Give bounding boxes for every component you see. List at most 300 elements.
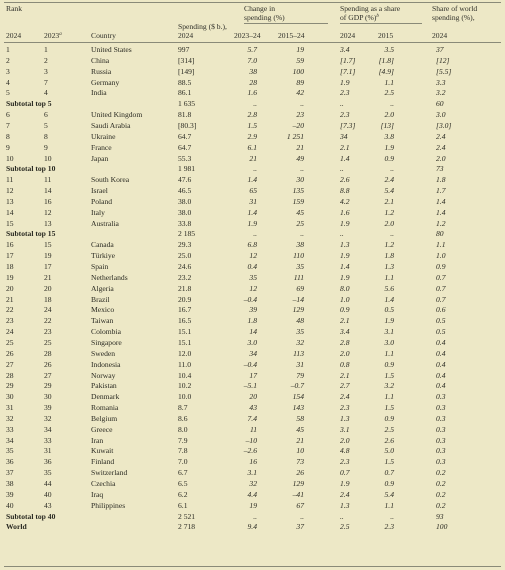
world-share-cell: 0.3 [436, 457, 446, 467]
gdp-2015-cell: .. [390, 99, 394, 109]
gdp-2024-cell: 34 [340, 131, 348, 141]
world-share-cell: 0.7 [436, 294, 446, 304]
spending-cell: 55.3 [178, 153, 192, 163]
gdp-2015-cell: 2.0 [384, 218, 394, 228]
gdp-2015-cell: 1.2 [384, 240, 394, 250]
change-2015-24-cell: 19 [296, 45, 304, 54]
rank-2023-cell: 28 [44, 348, 52, 358]
world-share-cell: 60 [436, 99, 444, 109]
rank-2023-cell: 1 [44, 45, 48, 54]
spending-cell: 16.7 [178, 305, 192, 315]
rank-2023-cell: 14 [44, 186, 52, 196]
world-share-cell: 0.3 [436, 424, 446, 434]
country-cell: Canada [91, 240, 114, 250]
gdp-2024-cell: [7.1] [340, 66, 356, 76]
change-2015-24-cell: 45 [296, 207, 304, 217]
change-2015-24-cell: 73 [296, 457, 304, 467]
gdp-2024-cell: 4.2 [340, 196, 350, 206]
world-share-cell: 1.7 [436, 186, 446, 196]
gdp-2024-cell: 0.9 [340, 305, 350, 315]
spending-cell: 12.0 [178, 348, 192, 358]
gdp-2024-cell: 3.4 [340, 45, 350, 54]
spending-cell: 64.7 [178, 131, 192, 141]
change-header-line2: spending (%) [244, 13, 285, 22]
world-share-cell: 3.2 [436, 88, 446, 98]
spending-cell: 47.6 [178, 175, 192, 185]
world-share-cell: 0.5 [436, 327, 446, 337]
gdp-2024-cell: .. [340, 164, 344, 174]
change-2015-24-cell: 154 [292, 392, 304, 402]
table-row [0, 284, 505, 294]
rank-2024-cell: 15 [6, 218, 14, 228]
spending-cell: 6.2 [178, 489, 188, 499]
gdp-2015-cell: 3.0 [384, 337, 394, 347]
world-share-cell: [3.0] [436, 120, 452, 130]
world-share-cell: 0.4 [436, 337, 446, 347]
row-label: Subtotal top 10 [6, 164, 56, 174]
rank-2024-cell: 22 [6, 305, 14, 315]
change-2015-24-cell: 26 [296, 468, 304, 478]
world-share-cell: 1.8 [436, 175, 446, 185]
rank-2024-cell: 30 [6, 392, 14, 402]
rank-2023-header [44, 31, 62, 40]
gdp-2024-cell: 1.9 [340, 479, 350, 488]
gdp-2015-cell: 3.5 [384, 45, 394, 54]
rank-2024-cell: 21 [6, 294, 14, 304]
change-2023-24-cell: 12 [249, 251, 257, 261]
rank-2023-cell: 9 [44, 142, 48, 152]
subtotal-row [0, 164, 505, 174]
country-cell: France [91, 142, 112, 152]
table-row [0, 110, 505, 120]
world-share-cell: 1.4 [436, 207, 446, 217]
rank-2024-cell: 5 [6, 88, 10, 98]
gdp-2015-cell: 3.1 [384, 327, 394, 337]
rank-2024-cell: 35 [6, 446, 14, 456]
rank-2023-cell: 25 [44, 337, 52, 347]
country-cell: Brazil [91, 294, 110, 304]
bottom-rule [4, 566, 501, 567]
subtotal-row [0, 229, 505, 239]
gdp-2024-cell: 1.0 [340, 294, 350, 304]
world-share-cell: 0.2 [436, 479, 446, 488]
country-cell: Iraq [91, 489, 104, 499]
spending-cell: 7.8 [178, 446, 188, 456]
spending-cell: 2 718 [178, 522, 196, 532]
change-2023-24-cell: 11 [249, 424, 257, 434]
gdp-2024-cell: .. [340, 511, 344, 521]
gdp-2015-cell: 1.5 [384, 457, 394, 467]
rank-2023-footnote: a [59, 32, 62, 37]
rank-2023-cell: 36 [44, 457, 52, 467]
gdp-2015-cell: .. [390, 164, 394, 174]
country-cell: Denmark [91, 392, 120, 402]
rank-2023-cell: 29 [44, 381, 52, 391]
rank-2024-cell: 9 [6, 142, 10, 152]
gdp-2015-cell: 1.5 [384, 370, 394, 380]
gdp-2024-cell: 2.0 [340, 435, 350, 445]
table-row [0, 305, 505, 315]
country-cell: Iran [91, 435, 104, 445]
rank-2023-cell: 19 [44, 251, 52, 261]
world-share-cell: 0.9 [436, 262, 446, 271]
subtotal-row [0, 99, 505, 109]
world-share-cell: [5.5] [436, 66, 452, 76]
table-row [0, 240, 505, 250]
gdp-2015-cell: 0.9 [384, 153, 394, 163]
table-row [0, 338, 505, 348]
spending-header-line2: 2024 [178, 31, 194, 40]
gdp-2024-cell: [7.3] [340, 120, 356, 130]
rank-2023-cell: 32 [44, 413, 52, 423]
world-share-cell: 0.6 [436, 305, 446, 315]
country-cell: Taiwan [91, 316, 114, 326]
spending-cell: 7.9 [178, 435, 188, 445]
change-2023-24-cell: 20 [249, 392, 257, 402]
country-cell: Türkiye [91, 251, 116, 261]
change-2023-24-cell: 12 [249, 283, 257, 293]
world-share-cell: 0.4 [436, 348, 446, 358]
country-cell: Switzerland [91, 468, 128, 478]
gdp-2015-cell: 1.9 [384, 142, 394, 152]
gdp-2024-cell: 0.8 [340, 359, 350, 369]
gdp-2024-cell: 1.9 [340, 251, 350, 261]
gdp-2015-cell: 1.3 [384, 262, 394, 271]
gdp-2024-cell: 2.0 [340, 348, 350, 358]
table-row [0, 468, 505, 478]
country-cell: United States [91, 45, 132, 54]
gdp-2024-cell: 1.4 [340, 153, 350, 163]
change-2023-24-cell: 34 [249, 348, 257, 358]
world-share-cell: 2.4 [436, 131, 446, 141]
change-2015-24-cell: –14 [292, 294, 304, 304]
gdp-span-rule [340, 23, 422, 24]
rank-2023-cell: 21 [44, 272, 52, 282]
change-2023-24-cell: 14 [249, 327, 257, 337]
spending-cell: 21.8 [178, 283, 192, 293]
world-share-cell: 0.4 [436, 370, 446, 380]
change-2015-24-cell: .. [300, 511, 304, 521]
spending-header-line1: Spending ($ b.), [178, 22, 227, 31]
gdp-2015-cell: 5.0 [384, 446, 394, 456]
gdp-2024-cell: 2.6 [340, 175, 350, 185]
change-2023-24-cell: 3.0 [247, 337, 257, 347]
rank-2024-cell: 37 [6, 468, 14, 478]
change-2023-24-cell: –2.6 [243, 446, 257, 456]
world-share-cell: 0.3 [436, 403, 446, 413]
row-label: Subtotal top 15 [6, 229, 56, 239]
gdp-2024-cell: [1.7] [340, 55, 356, 65]
rank-2023-cell: 26 [44, 359, 52, 369]
gdp-2024-cell: 2.1 [340, 142, 350, 152]
gdp-2015-cell: 5.4 [384, 489, 394, 499]
rank-2023-cell: 4 [44, 88, 48, 98]
table-row [0, 67, 505, 77]
country-cell: Indonesia [91, 359, 121, 369]
world-share-cell: 3.0 [436, 110, 446, 120]
gdp-2015-cell: .. [390, 511, 394, 521]
country-cell: Kuwait [91, 446, 114, 456]
change-2023-24-cell: 7.4 [247, 413, 257, 423]
gdp-2024-cell: 3.4 [340, 327, 350, 337]
country-cell: Germany [91, 77, 120, 87]
gdp-2015-cell: 2.5 [384, 424, 394, 434]
gdp-2024-cell: 1.3 [340, 240, 350, 250]
table-row [0, 121, 505, 131]
world-share-cell: 0.3 [436, 446, 446, 456]
spending-cell: 8.0 [178, 424, 188, 434]
table-row [0, 186, 505, 196]
country-cell: Pakistan [91, 381, 117, 391]
change-2015-24-cell: 48 [296, 316, 304, 326]
rank-2024-cell: 34 [6, 435, 14, 445]
rank-2024-cell: 20 [6, 283, 14, 293]
country-cell: Greece [91, 424, 113, 434]
world-share-header-line2: spending (%), [432, 13, 475, 22]
rank-2024-cell: 31 [6, 403, 14, 413]
gdp-2015-cell: 1.1 [384, 77, 394, 87]
gdp-2024-cell: 3.1 [340, 424, 350, 434]
country-cell: Colombia [91, 327, 121, 337]
rank-2024-cell: 38 [6, 479, 14, 488]
spending-cell: 10.0 [178, 392, 192, 402]
spending-cell: 10.2 [178, 381, 192, 391]
change-2015-24-cell: 32 [296, 337, 304, 347]
rank-2023-cell: 5 [44, 120, 48, 130]
rank-2024-cell: 18 [6, 262, 14, 271]
change-2015-24-cell: 89 [296, 77, 304, 87]
change-2015-24-cell: 38 [296, 240, 304, 250]
change-2023-24-cell: 2.8 [247, 110, 257, 120]
rank-2023-cell: 11 [44, 175, 52, 185]
country-cell: Netherlands [91, 272, 128, 282]
change-2023-24-cell: 1.4 [247, 207, 257, 217]
rank-2023-cell: 17 [44, 262, 52, 271]
world-share-cell: 1.4 [436, 196, 446, 206]
table-row [0, 295, 505, 305]
change-2015-24-cell: 113 [293, 348, 304, 358]
spending-cell: 20.9 [178, 294, 192, 304]
change-2015-24-cell: 49 [296, 153, 304, 163]
change-2015-24-cell: 35 [296, 262, 304, 271]
gdp-2024-cell: 1.3 [340, 500, 350, 510]
change-col2-header: 2015–24 [278, 31, 305, 40]
spending-cell: 38.0 [178, 207, 192, 217]
gdp-2015-cell: 2.3 [384, 522, 394, 532]
gdp-2024-cell: 2.1 [340, 316, 350, 326]
change-2023-24-cell: 6.1 [247, 142, 257, 152]
world-share-cell: 2.4 [436, 142, 446, 152]
row-label: Subtotal top 40 [6, 511, 56, 521]
country-cell: Philippines [91, 500, 126, 510]
gdp-2024-cell: 2.4 [340, 489, 350, 499]
rank-2023-cell: 20 [44, 283, 52, 293]
change-2015-24-cell: 25 [296, 218, 304, 228]
rank-2023-cell: 35 [44, 468, 52, 478]
world-share-header-line1: Share of world [432, 4, 478, 13]
gdp-2015-cell: 2.6 [384, 435, 394, 445]
change-2023-24-cell: 28 [249, 77, 257, 87]
world-share-cell: [12] [436, 55, 450, 65]
table-row [0, 197, 505, 207]
rank-2024-cell: 14 [6, 207, 14, 217]
spending-cell: 15.1 [178, 327, 192, 337]
gdp-2015-cell: 1.1 [384, 500, 394, 510]
country-cell: Australia [91, 218, 119, 228]
change-2023-24-cell: 1.6 [247, 88, 257, 98]
change-2023-24-cell: 0.4 [247, 262, 257, 271]
gdp-2015-cell: 1.4 [384, 294, 394, 304]
change-2023-24-cell: 35 [249, 272, 257, 282]
change-2015-24-cell: 135 [292, 186, 304, 196]
country-cell: China [91, 55, 110, 65]
rank-2024-cell: 40 [6, 500, 14, 510]
change-2023-24-cell: 65 [249, 186, 257, 196]
table-row [0, 446, 505, 456]
rank-2023-cell: 44 [44, 479, 52, 488]
world-share-cell: 1.0 [436, 251, 446, 261]
change-2023-24-cell: .. [253, 229, 257, 239]
spending-cell: 1 635 [178, 99, 196, 109]
change-2023-24-cell: 1.4 [247, 175, 257, 185]
world-share-cell: 0.3 [436, 392, 446, 402]
world-share-cell: 100 [436, 522, 448, 532]
subtotal-row [0, 512, 505, 522]
spending-cell: 6.7 [178, 468, 188, 478]
spending-cell: 81.8 [178, 110, 192, 120]
gdp-2015-cell: 1.2 [384, 207, 394, 217]
rank-2023-cell: 22 [44, 316, 52, 326]
table-row [0, 436, 505, 446]
change-2023-24-cell: 43 [249, 403, 257, 413]
gdp-2024-cell: 1.9 [340, 272, 350, 282]
gdp-2024-cell: 2.3 [340, 403, 350, 413]
spending-cell: 16.5 [178, 316, 192, 326]
rank-2023-cell: 18 [44, 294, 52, 304]
spending-cell: 29.3 [178, 240, 192, 250]
country-cell: Russia [91, 66, 112, 76]
gdp-2015-cell: 1.1 [384, 392, 394, 402]
gdp-2015-cell: [13] [380, 120, 394, 130]
spending-cell: 11.0 [178, 359, 192, 369]
rank-2023-cell: 34 [44, 424, 52, 434]
change-2023-24-cell: 4.4 [247, 489, 257, 499]
change-span-rule [244, 23, 328, 24]
gdp-2015-cell: 0.5 [384, 305, 394, 315]
table-row [0, 251, 505, 261]
world-share-cell: 0.2 [436, 500, 446, 510]
table-row [0, 208, 505, 218]
change-2015-24-cell: 59 [296, 55, 304, 65]
change-2015-24-cell: 79 [296, 370, 304, 380]
spending-cell: 86.1 [178, 88, 192, 98]
table-row [0, 457, 505, 467]
country-cell: Israel [91, 186, 108, 196]
world-share-cell: 0.2 [436, 468, 446, 478]
table-row [0, 219, 505, 229]
change-2023-24-cell: –5.1 [243, 381, 257, 391]
gdp-2015-cell: 3.8 [384, 131, 394, 141]
country-cell: Singapore [91, 337, 122, 347]
gdp-2015-cell: .. [390, 229, 394, 239]
change-2015-24-cell: –20 [292, 120, 304, 130]
spending-cell: 2 521 [178, 511, 196, 521]
country-cell: Czechia [91, 479, 116, 488]
world-share-cell: 0.3 [436, 413, 446, 423]
country-cell: South Korea [91, 175, 130, 185]
gdp-2015-cell: 2.0 [384, 110, 394, 120]
gdp-2024-cell: 8.0 [340, 283, 350, 293]
change-2015-24-cell: 58 [296, 413, 304, 423]
world-share-cell: 0.4 [436, 359, 446, 369]
change-2015-24-cell: 23 [296, 110, 304, 120]
change-2015-24-cell: 30 [296, 175, 304, 185]
change-2023-24-cell: 1.5 [247, 120, 257, 130]
row-label: Subtotal top 5 [6, 99, 52, 109]
change-2015-24-cell: 129 [292, 479, 304, 488]
change-2023-24-cell: 3.1 [247, 468, 257, 478]
rank-2024-cell: 27 [6, 359, 14, 369]
change-2023-24-cell: 38 [249, 66, 257, 76]
country-cell: Italy [91, 207, 105, 217]
country-cell: Belgium [91, 413, 118, 423]
world-share-cell: 93 [436, 511, 444, 521]
country-cell: India [91, 88, 107, 98]
spending-cell: 8.7 [178, 403, 188, 413]
gdp-2015-cell: 0.7 [384, 468, 394, 478]
country-cell: Poland [91, 196, 113, 206]
world-share-cell: 2.0 [436, 153, 446, 163]
table-row [0, 45, 505, 55]
rank-2024-cell: 25 [6, 337, 14, 347]
table-row [0, 360, 505, 370]
country-cell: Spain [91, 262, 109, 271]
change-2015-24-cell: 37 [296, 522, 304, 532]
table-row [0, 414, 505, 424]
change-2015-24-cell: 42 [296, 88, 304, 98]
gdp-2015-cell: [1.8] [378, 55, 394, 65]
rank-2024-cell: 10 [6, 153, 14, 163]
gdp-2015-cell: 5.6 [384, 283, 394, 293]
row-label: World [6, 522, 27, 532]
world-share-cell: 1.1 [436, 240, 446, 250]
change-2023-24-cell: –0.4 [243, 294, 257, 304]
change-2015-24-cell: 21 [296, 142, 304, 152]
gdp-header-label: of GDP (%) [340, 13, 377, 22]
change-2015-24-cell: 143 [292, 403, 304, 413]
change-2015-24-cell: 69 [296, 283, 304, 293]
country-cell: Romania [91, 403, 119, 413]
rank-2023-cell: 3 [44, 66, 48, 76]
gdp-2024-cell: 2.4 [340, 392, 350, 402]
rank-2023-cell: 6 [44, 110, 48, 120]
rank-2024-cell: 26 [6, 348, 14, 358]
change-2015-24-cell: 129 [292, 305, 304, 315]
change-2015-24-cell: .. [300, 229, 304, 239]
country-cell: United Kingdom [91, 110, 143, 120]
spending-cell: 46.5 [178, 186, 192, 196]
table-row [0, 490, 505, 500]
gdp-2015-cell: 2.1 [384, 196, 394, 206]
gdp-2024-cell: 2.3 [340, 457, 350, 467]
gdp-2024-cell: 1.4 [340, 262, 350, 271]
change-2015-24-cell: 1 251 [286, 131, 304, 141]
gdp-2015-cell: 3.2 [384, 381, 394, 391]
change-2015-24-cell: 159 [292, 196, 304, 206]
rank-2024-cell: 12 [6, 186, 14, 196]
gdp-2024-cell: 1.9 [340, 77, 350, 87]
change-2015-24-cell: .. [300, 99, 304, 109]
